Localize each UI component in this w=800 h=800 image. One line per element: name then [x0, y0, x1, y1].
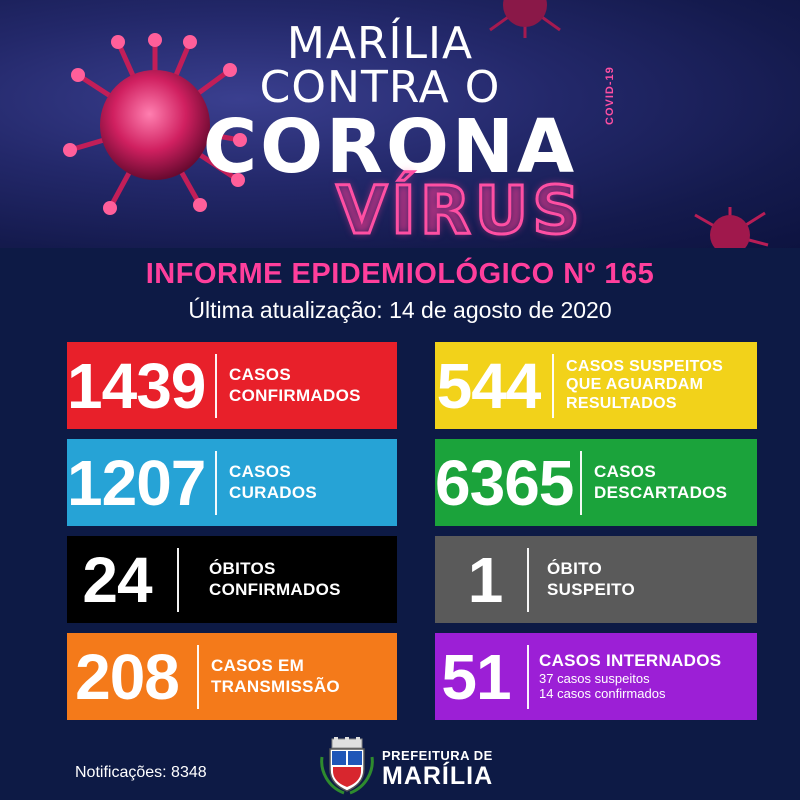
suspected-label [554, 358, 723, 413]
header-line-4: VÍRUS [336, 172, 584, 248]
label-line: RESULTADOS [566, 394, 677, 412]
hospitalized-label [529, 651, 721, 701]
card-discarded-cases [435, 439, 757, 526]
header-line-2: CONTRA O [259, 62, 501, 113]
suspected-death-label [529, 559, 635, 600]
hospitalized-suspected-note: 37 casos suspeitos [539, 670, 650, 686]
label-line: CASOS EM [211, 656, 305, 676]
card-cured-cases [67, 439, 397, 526]
label-line: CONFIRMADOS [229, 385, 361, 405]
suspected-death-count: 1 [467, 543, 503, 616]
header-banner [0, 0, 800, 248]
city-crest-icon [318, 737, 376, 795]
header-line-1: MARÍLIA [286, 18, 474, 69]
label-line: CASOS [229, 365, 291, 385]
notifications-count: Notificações: 8348 [75, 764, 207, 781]
label-line: TRANSMISSÃO [211, 676, 340, 696]
card-suspected-cases [435, 342, 757, 429]
confirmed-count: 1439 [67, 349, 206, 422]
org-label-big: MARÍLIA [382, 762, 494, 790]
label-line: SUSPEITO [547, 579, 636, 599]
card-hospitalized-cases [435, 633, 757, 720]
card-transmission-cases [67, 633, 397, 720]
card-confirmed-cases [67, 342, 397, 429]
transmission-label [199, 656, 340, 697]
label-line: QUE AGUARDAM [566, 376, 704, 394]
cured-label [217, 462, 317, 503]
card-confirmed-deaths [67, 536, 397, 623]
suspected-count: 544 [436, 349, 541, 422]
header-line-3: CORONA [202, 104, 578, 190]
transmission-count: 208 [75, 640, 179, 713]
deaths-label [179, 559, 341, 600]
update-date: Última atualização: 14 de agosto de 2020 [188, 297, 612, 323]
label-line: CASOS INTERNADOS [539, 651, 722, 671]
label-line: CASOS [594, 462, 656, 482]
discarded-count: 6365 [435, 446, 574, 519]
card-suspected-death [435, 536, 757, 623]
label-line: ÓBITOS [209, 559, 276, 579]
hospitalized-confirmed-note: 14 casos confirmados [539, 685, 666, 701]
label-line: DESCARTADOS [594, 482, 728, 502]
confirmed-label [217, 365, 361, 406]
cured-count: 1207 [67, 446, 206, 519]
hospitalized-count: 51 [441, 640, 511, 713]
org-label-small: PREFEITURA DE [382, 748, 493, 763]
deaths-count: 24 [82, 543, 152, 616]
label-line: ÓBITO [547, 559, 603, 579]
label-line: CONFIRMADOS [209, 579, 341, 599]
covid-tag: COVID-19 [604, 66, 616, 125]
label-line: CASOS SUSPEITOS [566, 357, 724, 375]
label-line: CURADOS [229, 482, 318, 502]
discarded-label [582, 462, 727, 503]
report-title: INFORME EPIDEMIOLÓGICO Nº 165 [145, 258, 655, 290]
label-line: CASOS [229, 462, 291, 482]
